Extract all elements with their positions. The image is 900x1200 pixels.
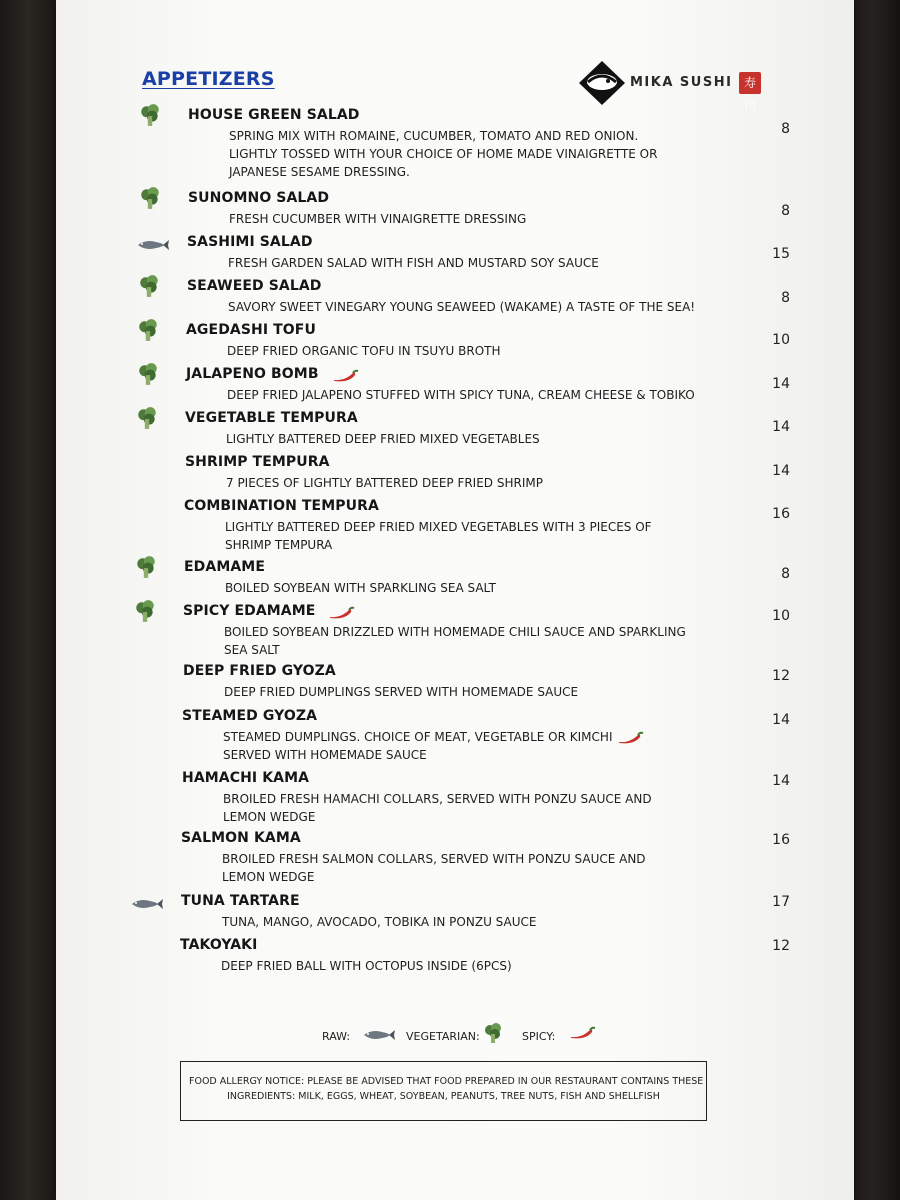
menu-item-description: SAVORY SWEET VINEGARY YOUNG SEAWEED (WAKAME) A TASTE OF THE SEA!: [228, 300, 696, 314]
menu-item-description: LEMON WEDGE: [222, 870, 315, 884]
section-title: APPETIZERS: [142, 68, 275, 90]
menu-item-name: SPICY EDAMAME: [183, 603, 316, 619]
menu-item-price: 17: [772, 894, 790, 910]
vegetarian-icon: [134, 555, 158, 583]
menu-item-price: 10: [772, 608, 790, 624]
menu-item-price: 8: [781, 121, 790, 137]
menu-item-name: TUNA TARTARE: [181, 893, 300, 909]
menu-item-description: SHRIMP TEMPURA: [225, 538, 333, 552]
menu-item-name: SALMON KAMA: [181, 830, 301, 846]
menu-item-price: 14: [772, 419, 790, 435]
menu-item-description: DEEP FRIED JALAPENO STUFFED WITH SPICY TUNA, CREAM CHEESE & TOBIKO: [227, 388, 695, 402]
menu-item-description: DEEP FRIED DUMPLINGS SERVED WITH HOMEMADE SAUCE: [224, 685, 579, 699]
raw-fish-icon: [362, 1028, 396, 1042]
raw-fish-icon: [135, 237, 171, 256]
menu-item-name: AGEDASHI TOFU: [186, 322, 316, 338]
menu-item-description: 7 PIECES OF LIGHTLY BATTERED DEEP FRIED SHRIMP: [226, 476, 543, 490]
menu-item-description: DEEP FRIED BALL WITH OCTOPUS INSIDE (6PCS): [221, 959, 512, 973]
menu-item-description: BOILED SOYBEAN WITH SPARKLING SEA SALT: [225, 581, 496, 595]
menu-item-description: LIGHTLY BATTERED DEEP FRIED MIXED VEGETABLES: [226, 432, 540, 446]
menu-item-description: LIGHTLY BATTERED DEEP FRIED MIXED VEGETABLES WITH 3 PIECES OF: [225, 520, 652, 534]
vegetarian-icon: [482, 1022, 504, 1044]
menu-item-price: 14: [772, 773, 790, 789]
menu-item-description: LEMON WEDGE: [223, 810, 316, 824]
chili-pepper-icon: [327, 605, 355, 624]
vegetarian-icon: [138, 103, 162, 131]
menu-item-name: SEAWEED SALAD: [187, 278, 322, 294]
menu-item-name: STEAMED GYOZA: [182, 708, 318, 724]
menu-item-name: TAKOYAKI: [180, 937, 258, 953]
menu-item-name: HAMACHI KAMA: [182, 770, 310, 786]
menu-item-description: BROILED FRESH HAMACHI COLLARS, SERVED WITH PONZU SAUCE AND: [223, 792, 652, 806]
chili-pepper-icon: [568, 1026, 596, 1040]
raw-fish-icon: [129, 896, 165, 915]
menu-item-description: BROILED FRESH SALMON COLLARS, SERVED WITH PONZU SAUCE AND: [222, 852, 646, 866]
menu-item-name: SASHIMI SALAD: [187, 234, 313, 250]
legend-spicy-label: SPICY:: [522, 1030, 556, 1043]
menu-item-description: LIGHTLY TOSSED WITH YOUR CHOICE OF HOME MADE VINAIGRETTE OR: [229, 147, 658, 161]
vegetarian-icon: [133, 599, 157, 627]
menu-item-description: DEEP FRIED ORGANIC TOFU IN TSUYU BROTH: [227, 344, 501, 358]
menu-item-name: COMBINATION TEMPURA: [184, 498, 379, 514]
menu-item-price: 14: [772, 712, 790, 728]
vegetarian-icon: [136, 362, 160, 390]
menu-item-description: SPRING MIX WITH ROMAINE, CUCUMBER, TOMATO AND RED ONION.: [229, 129, 639, 143]
allergy-notice-line: FOOD ALLERGY NOTICE: PLEASE BE ADVISED THAT FOOD PREPARED IN OUR RESTAURANT CONTAINS THESE: [189, 1076, 704, 1087]
menu-item-price: 10: [772, 332, 790, 348]
menu-item-price: 8: [781, 566, 790, 582]
allergy-notice-line: INGREDIENTS: MILK, EGGS, WHEAT, SOYBEAN, PEANUTS, TREE NUTS, FISH AND SHELLFISH: [227, 1091, 660, 1102]
vegetarian-icon: [137, 274, 161, 302]
menu-item-name: VEGETABLE TEMPURA: [185, 410, 358, 426]
menu-item-description: JAPANESE SESAME DRESSING.: [229, 165, 410, 179]
chili-pepper-icon: [331, 368, 359, 387]
menu-item-price: 14: [772, 376, 790, 392]
menu-item-name: JALAPENO BOMB: [186, 366, 319, 382]
menu-item-price: 8: [781, 203, 790, 219]
icon-legend: [322, 1022, 622, 1048]
menu-item-description: STEAMED DUMPLINGS. CHOICE OF MEAT, VEGETABLE OR KIMCHI: [223, 730, 613, 744]
menu-item-price: 15: [772, 246, 790, 262]
brand-seal: 寿司: [739, 72, 761, 94]
menu-item-price: 12: [772, 938, 790, 954]
menu-item-description: FRESH GARDEN SALAD WITH FISH AND MUSTARD SOY SAUCE: [228, 256, 599, 270]
menu-item-name: EDAMAME: [184, 559, 265, 575]
chili-pepper-icon: [616, 730, 644, 749]
menu-item-description: BOILED SOYBEAN DRIZZLED WITH HOMEMADE CHILI SAUCE AND SPARKLING: [224, 625, 686, 639]
menu-item-price: 14: [772, 463, 790, 479]
menu-item-name: DEEP FRIED GYOZA: [183, 663, 336, 679]
menu-item-name: HOUSE GREEN SALAD: [188, 107, 360, 123]
legend-raw-label: RAW:: [322, 1030, 351, 1043]
legend-vegetarian-label: VEGETARIAN:: [406, 1030, 480, 1043]
vegetarian-icon: [136, 318, 160, 346]
menu-item-price: 16: [772, 506, 790, 522]
menu-item-price: 16: [772, 832, 790, 848]
menu-item-description: TUNA, MANGO, AVOCADO, TOBIKA IN PONZU SAUCE: [222, 915, 537, 929]
menu-item-price: 8: [781, 290, 790, 306]
brand-name: MIKA SUSHI: [630, 75, 733, 90]
vegetarian-icon: [135, 406, 159, 434]
allergy-notice: [180, 1061, 707, 1121]
vegetarian-icon: [138, 186, 162, 214]
menu-item-description: SEA SALT: [224, 643, 280, 657]
menu-item-description: FRESH CUCUMBER WITH VINAIGRETTE DRESSING: [229, 212, 527, 226]
menu-item-name: SHRIMP TEMPURA: [185, 454, 330, 470]
menu-item-name: SUNOMNO SALAD: [188, 190, 330, 206]
menu-item-price: 12: [772, 668, 790, 684]
menu-item-description: SERVED WITH HOMEMADE SAUCE: [223, 748, 427, 762]
